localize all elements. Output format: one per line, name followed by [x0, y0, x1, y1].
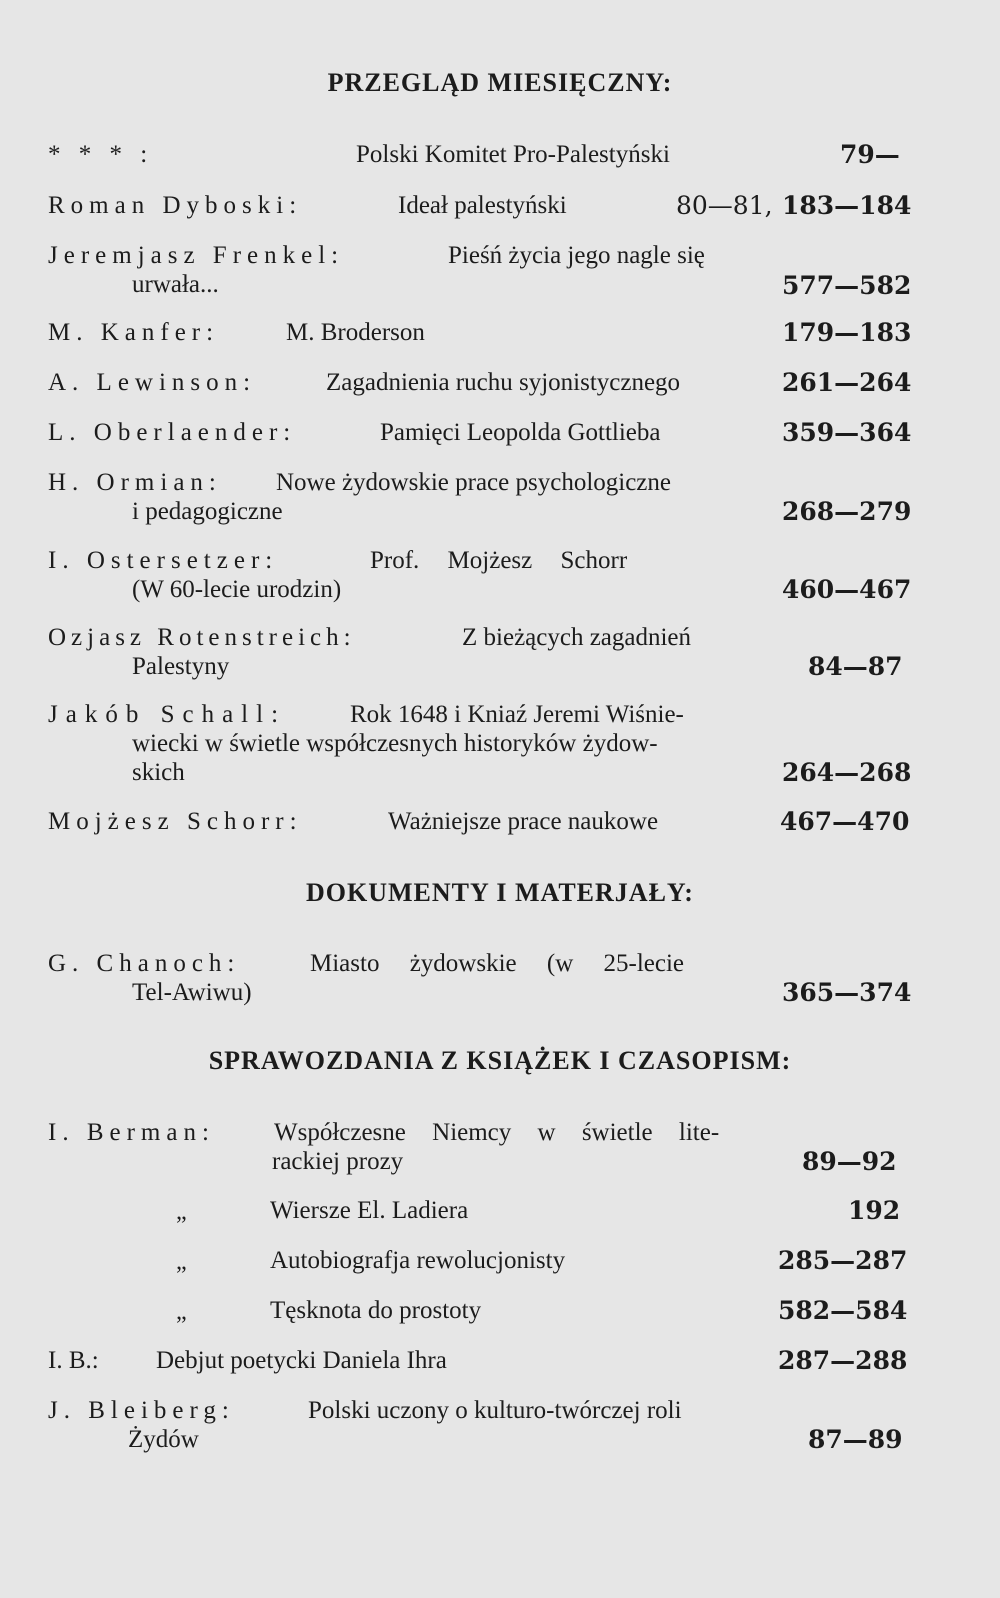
entry-pages: 365—374 — [782, 978, 912, 1007]
entry-title-line2: Palestyny — [132, 653, 230, 680]
entry-pages-extra: 80—81, — [676, 191, 773, 220]
entry-author: Ozjasz Rotenstreich: — [48, 624, 356, 651]
entry-title: Współczesne Niemcy w świetle lite- — [274, 1119, 720, 1146]
entry-pages: 179—183 — [782, 318, 912, 347]
entry-pages: 192 — [848, 1196, 901, 1225]
entry-title-line2: i pedagogiczne — [132, 498, 283, 525]
entry-pages: 84—87 — [808, 652, 903, 681]
entry-title: Prof. Mojżesz Schorr — [370, 547, 628, 574]
entry-pages: 87—89 — [808, 1425, 903, 1454]
entry-pages: 268—279 — [782, 497, 912, 526]
entry-title-line2: wiecki w świetle współczesnych historyków żydow- — [132, 730, 658, 757]
entry-title: Ideał palestyński — [398, 192, 567, 219]
entry-pages: 582—584 — [778, 1296, 908, 1325]
entry-title: Miasto żydowskie (w 25-lecie — [310, 950, 685, 977]
entry-pages: 261—264 — [782, 368, 912, 397]
section-heading-dokumenty: DOKUMENTY I MATERJAŁY: — [306, 878, 694, 907]
entry-title-line2: urwała... — [132, 271, 219, 298]
entry-pages: 359—364 — [782, 418, 912, 447]
entry-title: Pamięci Leopolda Gottlieba — [380, 419, 661, 446]
entry-title-line2: Żydów — [128, 1426, 199, 1453]
entry-title: Rok 1648 i Kniaź Jeremi Wiśnie- — [350, 701, 684, 728]
entry-author: Mojżesz Schorr: — [48, 808, 303, 835]
ditto-mark: „ — [176, 1299, 187, 1325]
entry-author: L. Oberlaender: — [48, 419, 297, 446]
section-heading-przeglad: PRZEGLĄD MIESIĘCZNY: — [327, 68, 673, 97]
entry-title: Polski Komitet Pro-Palestyński — [356, 141, 670, 168]
entry-pages: 285—287 — [778, 1246, 908, 1275]
entry-pages: 460—467 — [782, 575, 912, 604]
entry-title: Z bieżących zagadnień — [462, 624, 692, 651]
entry-title-line3: skich — [132, 759, 185, 786]
entry-pages: 79— — [840, 140, 900, 169]
entry-title: Wiersze El. Ladiera — [270, 1197, 469, 1224]
entry-author: J. Bleiberg: — [48, 1397, 235, 1424]
entry-author: G. Chanoch: — [48, 950, 241, 977]
entry-pages: 264—268 — [782, 758, 912, 787]
ditto-mark: „ — [176, 1249, 187, 1275]
entry-pages: 89—92 — [802, 1147, 897, 1176]
entry-author: I. B.: — [48, 1347, 99, 1374]
entry-pages: 467—470 — [780, 807, 910, 836]
entry-title: Tęsknota do prostoty — [270, 1297, 482, 1324]
entry-title: M. Broderson — [286, 319, 425, 346]
entry-pages: 287—288 — [778, 1346, 908, 1375]
entry-author: A. Lewinson: — [48, 369, 257, 396]
entry-title: Zagadnienia ruchu syjonistycznego — [326, 369, 681, 396]
entry-title: Ważniejsze prace naukowe — [388, 808, 659, 835]
entry-title: Debjut poetycki Daniela Ihra — [156, 1347, 447, 1374]
entry-title-line2: rackiej prozy — [272, 1148, 404, 1175]
entry-author: I. Ostersetzer: — [48, 547, 279, 574]
entry-author: Roman Dyboski: — [48, 192, 303, 219]
section-heading-sprawozdania: SPRAWOZDANIA Z KSIĄŻEK I CZASOPISM: — [208, 1046, 792, 1075]
entry-pages: 183—184 — [782, 191, 912, 220]
entry-title: Autobiografja rewolucjonisty — [270, 1247, 566, 1274]
ditto-mark: „ — [176, 1199, 187, 1225]
entry-title-line2: (W 60-lecie urodzin) — [132, 576, 342, 603]
entry-title: Nowe żydowskie prace psychologiczne — [276, 469, 671, 496]
entry-author: H. Ormian: — [48, 469, 222, 496]
entry-author: Jakób Schall: — [48, 701, 287, 728]
entry-pages: 577—582 — [782, 271, 912, 300]
entry-author: I. Berman: — [48, 1119, 215, 1146]
entry-author: M. Kanfer: — [48, 319, 220, 346]
entry-author: Jeremjasz Frenkel: — [48, 242, 345, 269]
entry-title-line2: Tel-Awiwu) — [132, 979, 252, 1006]
entry-title: Polski uczony o kulturo-twórczej roli — [308, 1397, 682, 1424]
entry-title: Pieśń życia jego nagle się — [448, 242, 705, 269]
entry-author: * * * : — [48, 141, 154, 168]
